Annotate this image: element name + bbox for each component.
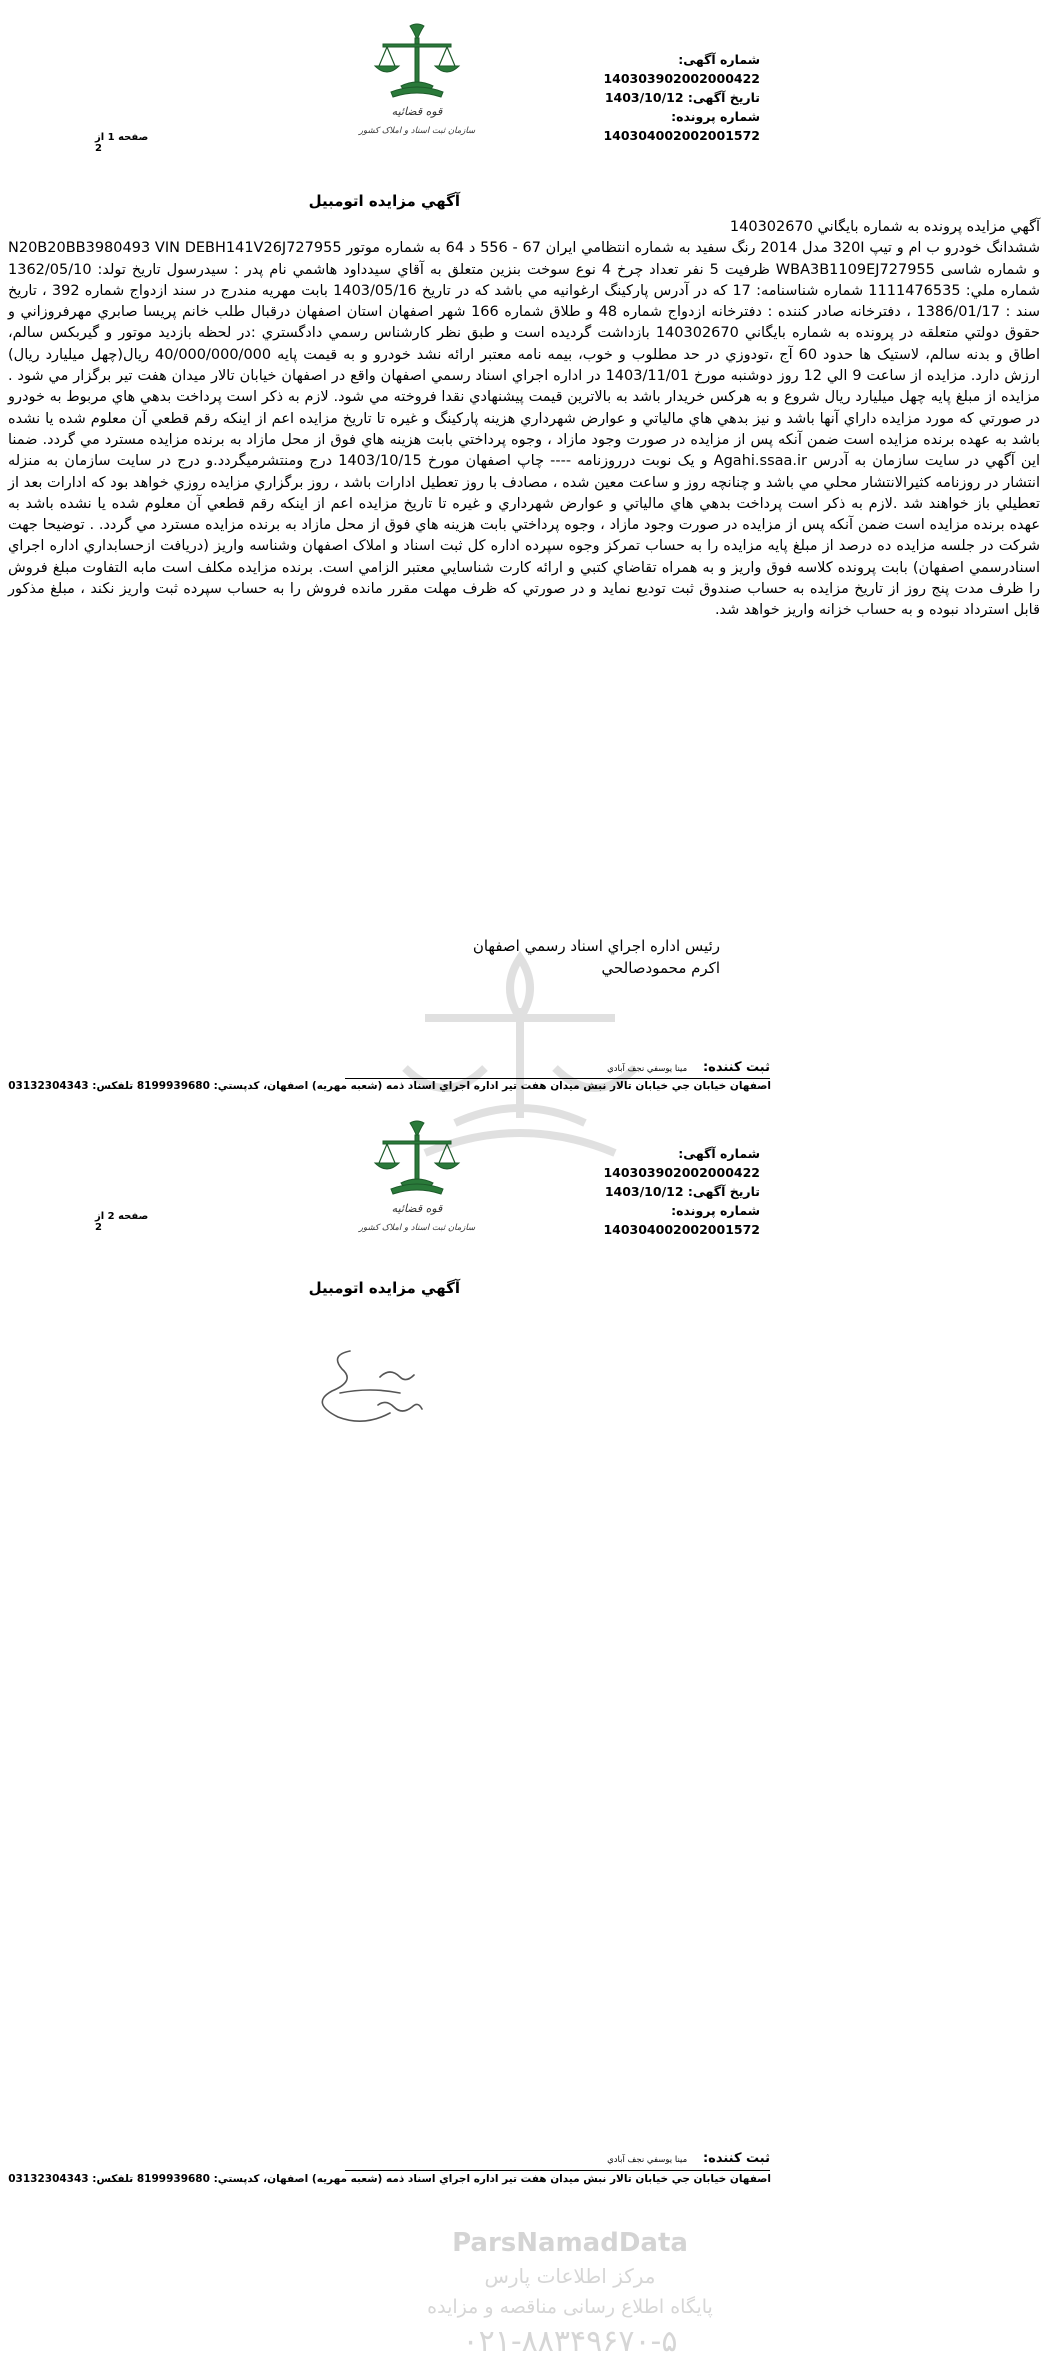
registrar-name: مينا يوسفي نجف آبادي — [607, 1064, 688, 1074]
meta-value: 140304002002001572 — [603, 1222, 760, 1237]
watermark-line2: مرکز اطلاعات پارس — [484, 2264, 656, 2288]
meta-row — [525, 1182, 760, 1201]
meta-value: 140303902002000422 — [603, 71, 760, 86]
meta-row — [525, 88, 760, 107]
meta-label: شماره پرونده: — [671, 1203, 760, 1218]
announcement-meta — [525, 50, 760, 145]
announcement-title: آگهي مزايده اتومبيل — [308, 192, 460, 210]
announcement-title: آگهي مزايده اتومبيل — [308, 1279, 460, 1297]
registrar-line — [440, 2151, 770, 2166]
emblem-org-line2: سازمان ثبت اسناد و املاک کشور — [358, 126, 476, 136]
registrar-label: ثبت کننده: — [702, 1060, 770, 1075]
meta-value: 1403/10/12 — [604, 1184, 684, 1199]
footer-divider — [345, 1078, 770, 1079]
body-paragraph: آگهي مزايده پرونده به شماره بايگاني 140302670 — [729, 219, 1040, 235]
footer-address: اصفهان خيابان جي خيابان تالار نبش ميدان هفت تير اداره اجراي اسناد ذمه (شعبه مهريه) اصفهان، کدپستي: 8199939680 تلفکس: 03132304343 — [8, 1080, 771, 1092]
meta-row — [525, 50, 760, 88]
registrar-line — [440, 1060, 770, 1075]
watermark-phone: ۰۲۱-۸۸۳۴۹۶۷۰-۵ — [462, 2324, 678, 2359]
page-number: صفحه 1 از 2 — [95, 132, 149, 154]
announcement-meta — [525, 1144, 760, 1239]
meta-label: تاریخ آگهی: — [687, 90, 760, 105]
meta-label: شماره پرونده: — [671, 109, 760, 124]
signatory-name: اكرم محمودصالحي — [601, 959, 720, 977]
registrar-name: مينا يوسفي نجف آبادي — [607, 2155, 688, 2165]
announcement-page-1 — [0, 0, 1047, 1115]
meta-value: 1403/10/12 — [604, 90, 684, 105]
emblem-org-line1: قوه قضائیه — [391, 1202, 443, 1215]
announcement-body — [8, 217, 1040, 622]
parsnamad-watermark — [405, 2228, 735, 2363]
meta-label: تاریخ آگهی: — [687, 1184, 760, 1199]
page-number: صفحه 2 از 2 — [95, 1211, 149, 1233]
announcement-page-2 — [0, 1115, 1047, 2359]
meta-value: 140303902002000422 — [603, 1165, 760, 1180]
meta-row — [525, 1144, 760, 1182]
emblem-org-line2: سازمان ثبت اسناد و املاک کشور — [358, 1223, 476, 1233]
emblem-org-line1: قوه قضائیه — [391, 105, 443, 118]
meta-row — [525, 107, 760, 145]
watermark-line3: پایگاه اطلاع رسانی مناقصه و مزایده — [427, 2296, 713, 2318]
meta-label: شماره آگهی: — [678, 52, 760, 67]
body-paragraph: ششدانگ خودرو ب ام و تيپ 320I مدل 2014 رنگ سفيد به شماره انتظامي ايران 67 - 556 د 64 به شماره موتور N20B20BB3980493 VIN DEBH141V26J727955 و شماره شاسی WBA3B1109EJ727955 ظرفيت 5 نفر تعداد چرخ 4 نوع سوخت بنزين متعلق به آقاي سيدداود هاشمي نام پدر : سيدرسول تاريخ تولد: 1362/05/10 شماره ملي: 1111476535 شماره شناسنامه: 17 كه در آدرس پاركينگ ارغوانيه مي باشد كه در تاريخ 1403/05/16 بابت مهريه مندرج در سند ازدواج شماره 392 ، تاريخ سند : 1386/01/17 ، دفترخانه صادر كننده : دفترخانه ازدواج شماره 48 و طلاق شماره 166 شهر اصفهان استان اصفهان درقبال طلب خانم پريسا صابري مهرفروزاني و حقوق دولتي متعلقه در پرونده به شماره بايگاني 140302670 بازداشت گرديده است و طبق نظر كارشناس رسمي دادگستري :در لحظه بازديد موتور و گيربكس سالم، اطاق و بدنه سالم، لاستيک ها حدود 60 آج ،تودوزي در حد مطلوب و خوب، بيمه نامه معتبر ارائه نشد خودرو و به قيمت پايه 40/000/000/000 ريال(چهل ميليارد ريال) ارزش دارد. مزايده از ساعت 9 الي 12 روز دوشنبه مورخ 1403/11/01 در اداره اجراي اسناد رسمي اصفهان واقع در اصفهان خيابان تالار ميدان هفت تير برگزار مي شود . مزايده از مبلغ پايه چهل ميليارد ريال شروع و به هركس خريدار باشد به بالاترين قيمت پيشنهادي نقدا فروخته مي شود. لازم به ذكر است پرداخت بدهي هاي مربوط به خودرو در صورتي كه مورد مزايده داراي آنها باشد و نيز بدهي هاي مالياتي و عوارض شهرداري هزينه پاركينگ و غيره تا تاريخ مزايده اعم از اينكه رقم قطعي آن معلوم شده يا نشده باشد به عهده برنده مزايده است ضمن آنكه پس از مزايده در صورت وجود مازاد ، وجوه پرداختي بابت هزينه هاي فوق از محل مازاد به برنده مزايده مسترد مي گردد. ضمنا اين آگهي در سايت سازمان به آدرس Agahi.ssaa.ir و يک نوبت درروزنامه ---- چاپ اصفهان مورخ 1403/10/15 درج ومنتشرميگردد.و درج در سايت سازمان به منزله انتشار در روزنامه كثيرالانتشار محلي مي باشد و چنانچه روز و ساعت معين شده ، مصادف با روز تعطيل ادارات باشد ، روز برگزاري مزايده روزي خواهد بود كه ادارات بعد از تعطيلي باز خواهند شد .لازم به ذكر است پرداخت بدهي هاي مالياتي و عوارض شهرداري و غيره تا تاريخ مزايده اعم از اينكه رقم قطعي آن معلوم شده يا نشده باشد به عهده برنده مزايده است ضمن آنكه پس از مزايده در صورت وجود مازاد ، وجوه پرداختي بابت هزينه هاي فوق از محل مازاد به برنده مزايده مسترد مي گردد. . توضيحا جهت شركت در جلسه مزايده ده درصد از مبلغ پايه مزايده را به حساب تمركز وجوه سپرده اداره كل ثبت اسناد و املاک اصفهان وشناسه واريز (دريافت ازحسابداري اداره اجراي اسنادرسمي اصفهان) بابت پرونده كلاسه فوق واريز و به همراه تقاضاي كتبي و ارائه كارت شناسايي معتبر الزامي است. برنده مزايده مكلف است مابه التفاوت مبلغ فروش را ظرف مدت پنج روز از تاريخ مزايده به حساب صندوق ثبت توديع نمايد و در صورتي كه ظرف مهلت مقرر مانده فروش را به حساب سپرده ثبت واريز نكند ، مبلغ مذكور قابل استرداد نبوده و به حساب خزانه واريز خواهد شد. — [8, 240, 1041, 619]
meta-label: شماره آگهی: — [678, 1146, 760, 1161]
watermark-brand: ParsNamadData — [452, 2228, 688, 2258]
registrar-label: ثبت کننده: — [702, 2151, 770, 2166]
handwritten-signature — [310, 1343, 460, 1438]
scales-of-justice-emblem — [355, 1117, 480, 1252]
signatory-title: رئيس اداره اجراي اسناد رسمي اصفهان — [472, 937, 720, 955]
footer-divider — [345, 2170, 770, 2171]
meta-row — [525, 1201, 760, 1239]
meta-value: 140304002002001572 — [603, 128, 760, 143]
footer-address: اصفهان خيابان جي خيابان تالار نبش ميدان هفت تير اداره اجراي اسناد ذمه (شعبه مهريه) اصفهان، کدپستي: 8199939680 تلفکس: 03132304343 — [8, 2173, 771, 2185]
scales-of-justice-emblem — [355, 20, 480, 155]
